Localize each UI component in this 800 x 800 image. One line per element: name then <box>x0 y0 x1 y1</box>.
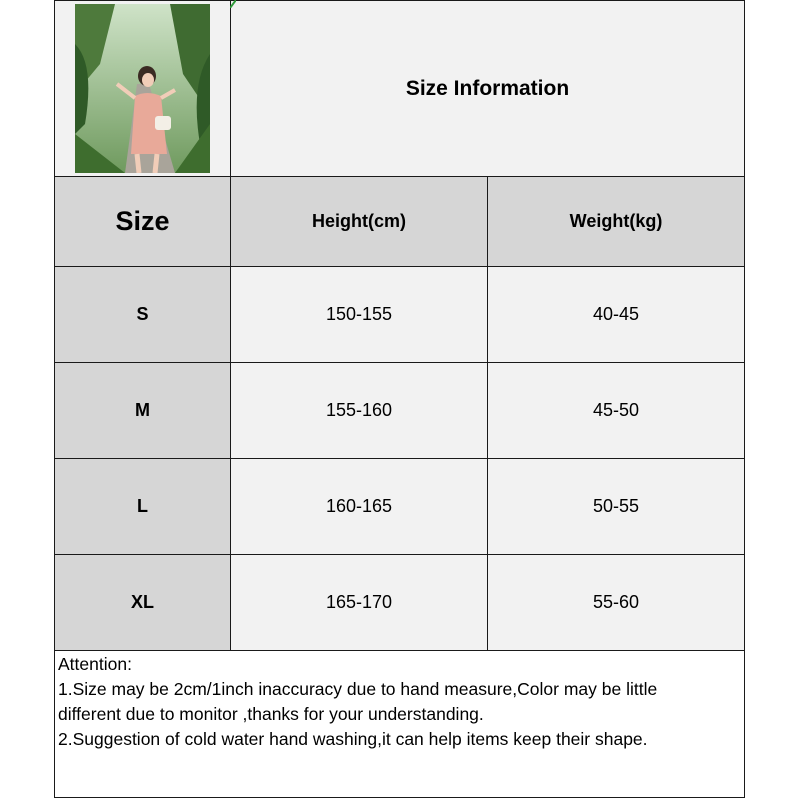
grid-line <box>54 650 745 651</box>
title-cell <box>231 1 744 176</box>
grid-line <box>487 176 488 651</box>
height-value: 160-165 <box>325 496 393 516</box>
product-photo <box>75 4 210 173</box>
height-value: 155-160 <box>325 400 393 420</box>
size-column-header: Size <box>115 206 170 236</box>
height-header-cell <box>231 177 487 266</box>
grid-line <box>54 0 745 1</box>
height-value: 150-155 <box>325 304 393 324</box>
attention-notes <box>58 652 742 752</box>
weight-header-cell <box>488 177 744 266</box>
notes-line-1: 1.Size may be 2cm/1inch inaccuracy due to hand measure,Color may be little <box>58 679 658 699</box>
height-value: 165-170 <box>325 592 393 612</box>
table-row-weight-cell <box>488 363 744 458</box>
weight-value: 45-50 <box>592 400 640 420</box>
weight-column-header: Weight(kg) <box>569 211 663 231</box>
grid-line <box>230 0 231 651</box>
weight-value: 50-55 <box>592 496 640 516</box>
table-row-height-cell <box>231 363 487 458</box>
notes-line-3: 2.Suggestion of cold water hand washing,it can help items keep their shape. <box>58 729 648 749</box>
grid-line <box>54 266 745 267</box>
table-row-weight-cell <box>488 459 744 554</box>
grid-line <box>54 0 55 798</box>
table-row-size-cell <box>55 459 230 554</box>
page-title: Size Information <box>405 76 570 100</box>
grid-line <box>54 458 745 459</box>
grid-line <box>54 362 745 363</box>
grid-line <box>54 554 745 555</box>
weight-value: 55-60 <box>592 592 640 612</box>
corner-mark-icon <box>230 0 236 8</box>
height-column-header: Height(cm) <box>312 211 406 231</box>
grid-line <box>54 797 745 798</box>
size-label: L <box>137 496 148 516</box>
size-label: XL <box>130 592 154 612</box>
table-row-weight-cell <box>488 267 744 362</box>
notes-line-2: different due to monitor ,thanks for your understanding. <box>58 704 484 724</box>
notes-heading: Attention: <box>58 654 132 674</box>
table-row-height-cell <box>231 459 487 554</box>
table-row-height-cell <box>231 267 487 362</box>
size-header-cell <box>55 177 230 266</box>
grid-line <box>54 176 745 177</box>
table-row-height-cell <box>231 555 487 650</box>
product-photo-image <box>75 4 210 173</box>
table-row-weight-cell <box>488 555 744 650</box>
table-row-size-cell <box>55 555 230 650</box>
weight-value: 40-45 <box>592 304 640 324</box>
table-row-size-cell <box>55 363 230 458</box>
grid-line <box>744 0 745 798</box>
table-row-size-cell <box>55 267 230 362</box>
size-label: S <box>136 304 149 324</box>
size-label: M <box>135 400 150 420</box>
